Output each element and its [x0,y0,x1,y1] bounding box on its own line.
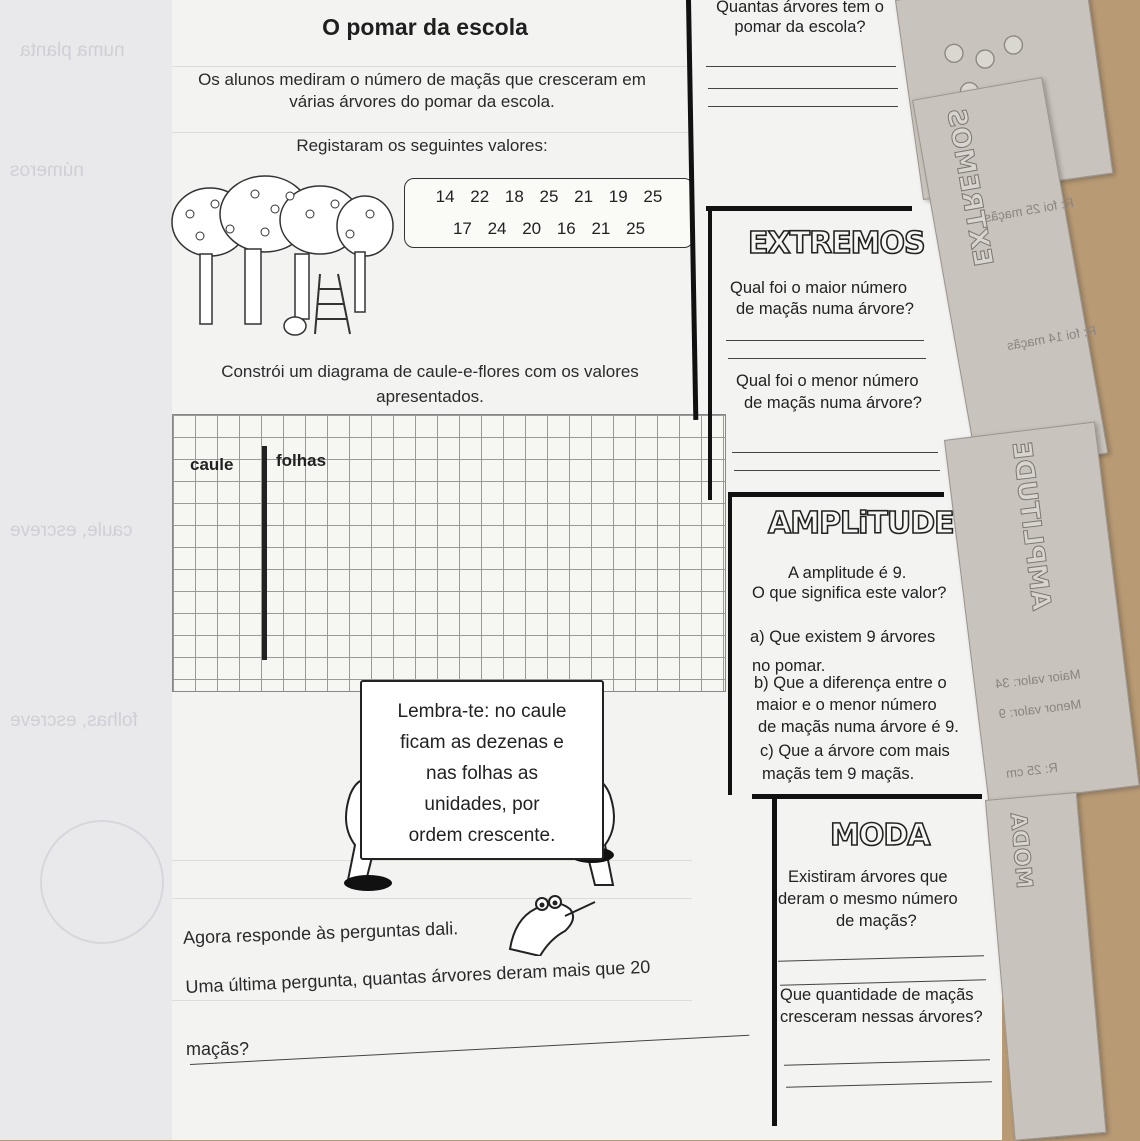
reminder-line: unidades, por [424,794,540,815]
reminder-text [370,696,594,851]
flap-amplitude-heading: AMPLITUDE [1005,440,1057,612]
ghost-text: números [10,160,84,181]
answer-line[interactable] [706,66,896,67]
flap-text: Maior valor: 34 [994,666,1082,692]
flap-text: R: foi 14 maçãs [1005,322,1098,354]
intro-line-2: várias árvores do pomar da escola. [289,92,555,111]
amplitude-line-1: A amplitude é 9. [788,564,907,582]
flower-drawing [40,820,164,944]
flap-text: R: foi 25 maçãs [983,194,1075,226]
moda-q2-line-2: cresceram nessas árvores? [780,1008,983,1026]
page-title: O pomar da escola [322,14,528,40]
section-divider [706,206,912,211]
apple-trees-illustration [170,174,395,339]
values-row-1: 14 22 18 25 21 19 25 [435,187,663,206]
stem-and-leaf-grid[interactable] [172,414,726,692]
reminder-line: nas folhas as [426,763,538,784]
moda-heading: MODA [830,818,930,853]
amplitude-option-c[interactable]: c) Que a árvore com mais [760,742,950,760]
answer-line[interactable] [728,358,926,359]
section-divider [728,492,944,497]
mascot-pointing-icon [500,884,600,956]
flap-moda[interactable] [985,792,1106,1141]
reminder-line: ordem crescente. [408,825,556,846]
reminder-line: Lembra-te: no caule [397,701,567,722]
stem-label: caule [190,455,234,474]
instruction-line-1: Constrói um diagrama de caule-e-flores com os valores [221,362,639,381]
values-box [404,178,694,248]
amplitude-option-a[interactable]: a) Que existem 9 árvores [750,628,936,646]
section-divider [752,794,982,799]
ghost-text: caule, escreve [10,520,133,541]
ghost-text: numa planta [20,40,125,61]
top-question-line-1: Quantas árvores tem o [716,0,884,16]
amplitude-heading: AMPLiTUDE [768,506,954,541]
column-divider [708,210,712,500]
amplitude-option-a-cont: no pomar. [752,657,826,675]
flap-moda-heading: MODA [1004,811,1037,890]
stem-divider-line [262,446,267,660]
reminder-line: ficam as dezenas e [400,732,564,753]
last-question-line-2: maçãs? [186,1039,250,1059]
extremos-q1-line-1: Qual foi o maior número [730,279,907,297]
answer-line[interactable] [732,452,938,453]
extremos-q2-line-1: Qual foi o menor número [736,372,919,390]
extremos-q1-line-2: de maçãs numa árvore? [736,300,914,318]
moda-q1-line-2: deram o mesmo número [778,890,958,908]
reminder-sign [360,680,604,860]
leaf-label: folhas [276,451,327,470]
ghost-text: folhas, escreve [10,710,138,731]
moda-q1-line-1: Existiram árvores que [788,868,948,886]
last-question-line-1: Uma última pergunta, quantas árvores deram mais que 20 [185,956,651,997]
answer-line[interactable] [708,88,898,89]
amplitude-line-2: O que significa este valor? [752,584,947,602]
amplitude-option-c-cont: maçãs tem 9 maçãs. [762,765,915,783]
top-question-line-2: pomar da escola? [734,18,866,36]
moda-q2-line-1: Que quantidade de maçãs [780,986,974,1004]
answer-line[interactable] [708,106,898,107]
flap-extremos-heading: EXTREMOS [940,106,998,269]
values-row-2: 17 24 20 16 21 25 [452,219,646,238]
instruction-line-2: apresentados. [376,387,484,406]
intro-line-1: Os alunos mediram o número de maçãs que cresceram em [198,70,646,89]
amplitude-option-b[interactable]: b) Que a diferença entre o [754,674,947,692]
answer-line[interactable] [734,470,940,471]
now-answer-text: Agora responde às perguntas dali. [182,918,459,948]
amplitude-option-b-cont: maior e o menor número [756,696,937,714]
flap-text: Menor valor: 9 [997,696,1083,722]
extremos-heading: EXTREMOS [748,226,925,261]
registered-text: Registaram os seguintes valores: [296,136,548,155]
flap-text: R: 25 cm [1005,759,1059,781]
extremos-q2-line-2: de maçãs numa árvore? [744,394,922,412]
answer-line[interactable] [726,340,924,341]
column-divider [728,495,732,795]
moda-q1-line-3: de maçãs? [836,912,917,930]
column-divider [772,796,777,1126]
left-page [0,0,172,1140]
amplitude-option-b-cont: de maçãs numa árvore é 9. [758,718,959,736]
